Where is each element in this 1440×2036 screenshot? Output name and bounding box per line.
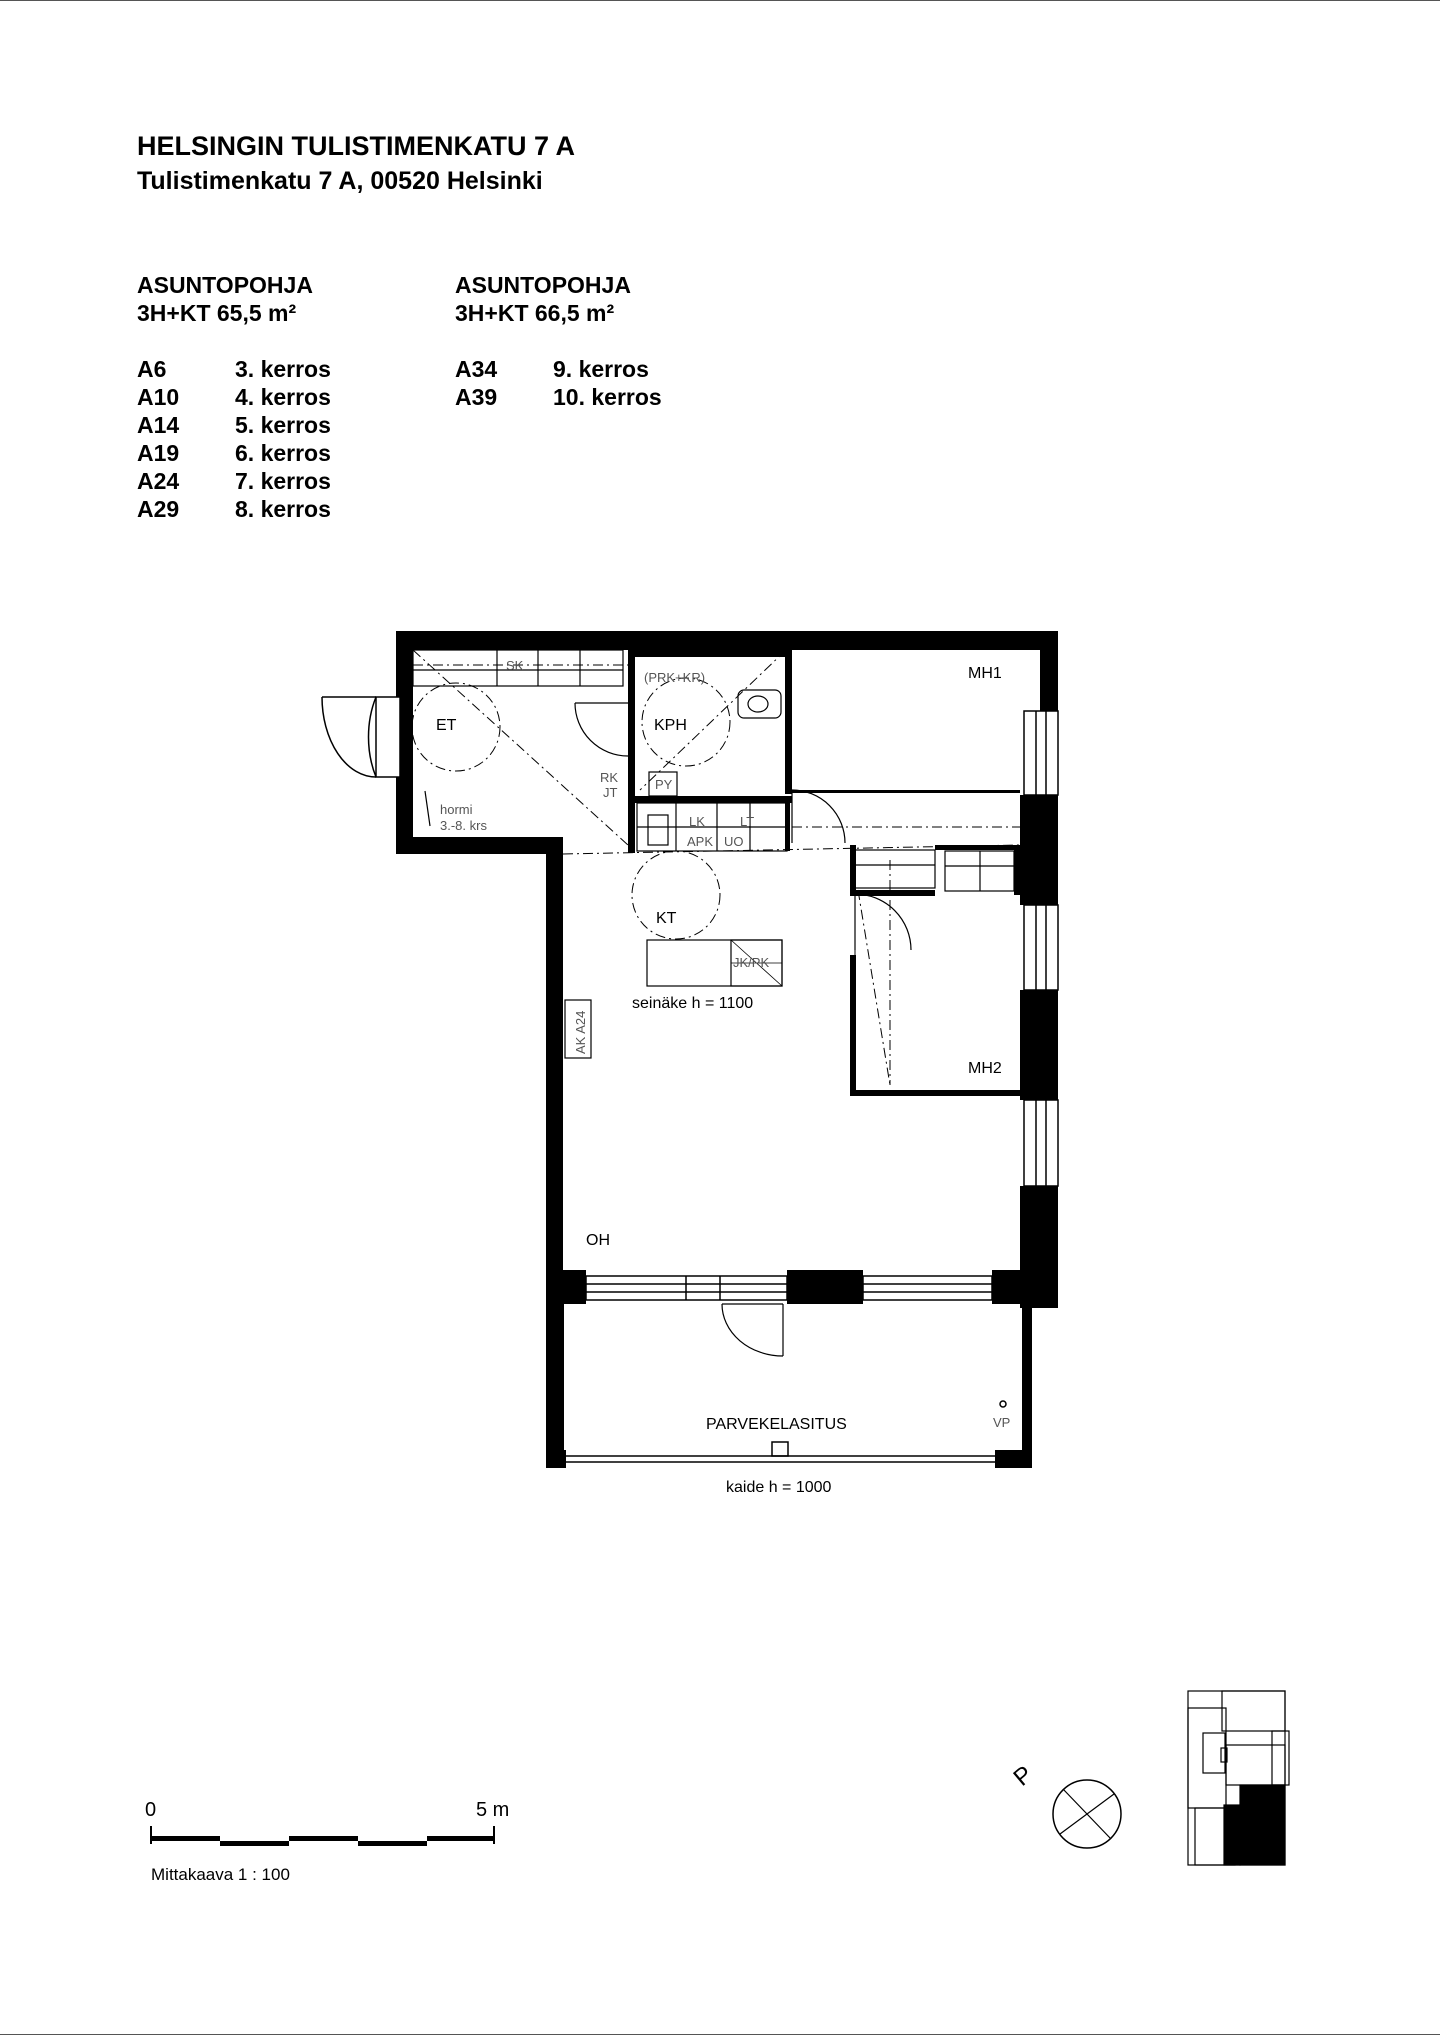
scale-label: Mittakaava 1 : 100 (151, 1865, 290, 1884)
room-label-parveke: PARVEKELASITUS (706, 1416, 847, 1433)
north-label: P (1008, 1760, 1039, 1792)
fixture-label-uo: UO (724, 834, 744, 849)
key-plan (1188, 1691, 1289, 1865)
unit-floor: 6. kerros (235, 440, 331, 466)
unit-id: A19 (137, 440, 180, 466)
unit-id: A29 (137, 496, 180, 522)
unit-floor: 4. kerros (235, 384, 331, 410)
unit-id: A6 (137, 356, 167, 382)
project-title: HELSINGIN TULISTIMENKATU 7 A (137, 131, 575, 161)
plan-type: 3H+KT 65,5 m² (137, 300, 297, 326)
unit-floor: 5. kerros (235, 412, 331, 438)
fixture-label-py: PY (655, 777, 673, 792)
floor-plan (322, 631, 1058, 1496)
fixture-label-jk-pk: JK/PK (733, 955, 770, 970)
unit-id: A10 (137, 384, 180, 410)
scale-end: 5 m (476, 1799, 510, 1821)
fixture-label-ak: AK A24 (573, 1010, 588, 1054)
plan-heading: ASUNTOPOHJA (137, 272, 313, 298)
room-label-kt: KT (656, 910, 677, 927)
room-label-mh2: MH2 (968, 1060, 1002, 1077)
plan-heading: ASUNTOPOHJA (455, 272, 631, 298)
fixture-label-lk: LK (689, 814, 705, 829)
fixture-label-vp: VP (993, 1415, 1011, 1430)
fixture-label-apk: APK (687, 834, 714, 849)
unit-floor: 3. kerros (235, 356, 331, 382)
fixture-label-jt: JT (603, 785, 618, 800)
fixture-label-lt: LT (740, 814, 755, 829)
outer-walls (396, 631, 1058, 1468)
unit-floor: 7. kerros (235, 468, 331, 494)
unit-id: A34 (455, 356, 498, 382)
fixture-label-hormi-floors: 3.-8. krs (440, 818, 487, 833)
unit-floor: 8. kerros (235, 496, 331, 522)
fixture-label-prk-kr: (PRK+KR) (644, 670, 706, 685)
unit-floor: 9. kerros (553, 356, 649, 382)
reference-lines (412, 650, 1020, 1090)
room-label-oh: OH (586, 1232, 610, 1249)
unit-id: A39 (455, 384, 498, 410)
fixture-label-sk: SK (506, 658, 524, 673)
wall-height-note: seinäke h = 1100 (632, 995, 754, 1012)
unit-id: A24 (137, 468, 180, 494)
unit-floor: 10. kerros (553, 384, 662, 410)
railing-height-note: kaide h = 1000 (726, 1479, 832, 1496)
plan-type: 3H+KT 66,5 m² (455, 300, 615, 326)
scale-bar (145, 1799, 509, 1884)
project-address: Tulistimenkatu 7 A, 00520 Helsinki (137, 167, 543, 195)
fixture-label-hormi: hormi (440, 802, 473, 817)
fixture-label-rk: RK (600, 770, 619, 785)
room-label-et: ET (436, 717, 457, 734)
entrance-door (322, 697, 400, 777)
room-label-mh1: MH1 (968, 665, 1002, 682)
windows-right (1024, 711, 1058, 1186)
unit-id: A14 (137, 412, 180, 438)
scale-start: 0 (145, 1799, 157, 1821)
room-label-kph: KPH (654, 717, 687, 734)
north-arrow (1009, 1761, 1121, 1848)
